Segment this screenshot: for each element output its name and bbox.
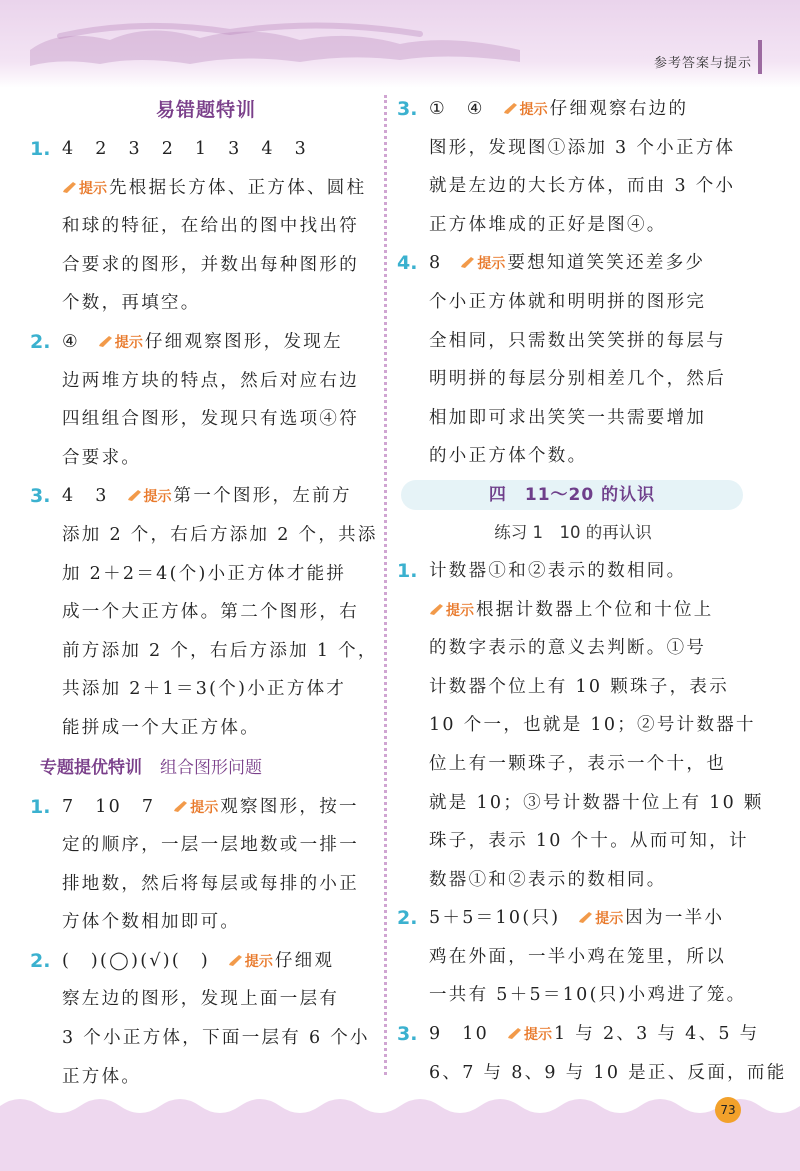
- section-title-easy-mistakes: 易错题特训: [155, 99, 256, 121]
- answer-line: [30, 788, 382, 827]
- hint-label: 提示: [523, 1027, 552, 1044]
- column-divider: [384, 95, 387, 1075]
- hint-label: 提示: [143, 489, 172, 506]
- hint-line: [30, 169, 382, 208]
- hint-tag: [127, 478, 172, 517]
- page-number-badge: 73: [715, 1097, 741, 1123]
- text-line: 3 个小正方体，下面一层有 6 个小: [62, 1028, 370, 1049]
- answer-text: ( )(◯)(√)( ): [62, 950, 210, 971]
- hint-text: 仔细观察右边的: [549, 99, 689, 119]
- left-column: [30, 90, 382, 1096]
- pencil-hint-icon: [228, 954, 243, 967]
- hint-tag: [98, 324, 143, 363]
- text-line: 全相同，只需数出笑笑拼的每层与: [429, 330, 726, 351]
- hint-text: 1 与 2、3 与 4、5 与: [553, 1024, 760, 1045]
- text-line: 计数器个位上有 10 颗珠子，表示: [429, 676, 729, 697]
- answer-text: ④: [62, 331, 80, 352]
- hint-line: [397, 591, 749, 630]
- item-number: 4.: [397, 252, 418, 275]
- item-number: 2.: [30, 949, 51, 972]
- answer-line: [30, 323, 382, 362]
- text-line: 共添加 2＋1＝3(个)小正方体才: [62, 679, 347, 700]
- hint-label: 提示: [114, 334, 143, 351]
- answer-text: 4 2 3 2 1 3 4 3: [62, 139, 309, 159]
- text-line: 边两堆方块的特点，然后对应右边: [62, 370, 359, 391]
- hint-label: 提示: [477, 256, 506, 273]
- text-line: 正方体。: [62, 1066, 142, 1087]
- header-mark-icon: [756, 40, 766, 74]
- header-band: [0, 0, 800, 88]
- text-line: 个数，再填空。: [62, 293, 201, 314]
- answer-text: 9 10: [429, 1024, 490, 1045]
- text-line: 10 个一，也就是 10；②号计数器十: [429, 715, 756, 736]
- hint-label: 提示: [244, 953, 273, 970]
- text-line: 数器①和②表示的数相同。: [429, 869, 667, 890]
- hint-text: 观察图形，按一: [220, 796, 359, 817]
- hint-text: 仔细观: [274, 950, 335, 971]
- text-line: 鸡在外面，一半小鸡在笼里，所以: [429, 946, 726, 967]
- subsection-sub: 组合图形问题: [160, 757, 262, 778]
- text-line: 就是左边的大长方体，而由 3 个小: [429, 176, 736, 197]
- answer-text: 4 3: [62, 486, 109, 507]
- text-line: 察左边的图形，发现上面一层有: [62, 989, 340, 1010]
- hint-label: 提示: [79, 180, 107, 197]
- hint-label: 提示: [190, 799, 219, 816]
- item-number: 1.: [30, 138, 51, 160]
- cloud-decoration: [0, 10, 560, 80]
- text-line: 就是 10；③号计数器十位上有 10 颗: [429, 792, 764, 813]
- text-line: 能拼成一个大正方体。: [62, 717, 260, 738]
- text-line: 的小正方体个数。: [429, 446, 588, 467]
- answer-line: [397, 90, 749, 129]
- answer-line: [30, 477, 382, 516]
- answer-text: 7 10 7: [62, 796, 156, 817]
- answer-line: [30, 130, 382, 169]
- text-line: 方体个数相加即可。: [62, 912, 241, 933]
- answer-line: [397, 244, 749, 283]
- text-line: 添加 2 个，右后方添加 2 个，共添: [62, 524, 378, 545]
- hint-text: 仔细观察图形，发现左: [144, 331, 343, 352]
- pencil-hint-icon: [98, 335, 113, 348]
- hint-tag: [460, 245, 505, 284]
- pencil-hint-icon: [507, 1027, 522, 1040]
- text-line: 一共有 5＋5＝10(只)小鸡进了笼。: [429, 985, 747, 1006]
- answer-text: 计数器①和②表示的数相同。: [429, 560, 687, 581]
- hint-text: 先根据长方体、正方体、圆柱: [109, 177, 367, 198]
- item-number: 2.: [30, 330, 51, 353]
- text-line: 合要求的图形，并数出每种图形的: [62, 254, 359, 275]
- pencil-hint-icon: [173, 800, 188, 813]
- text-line: 和球的特征，在给出的图中找出符: [62, 216, 359, 237]
- answer-text: 5＋5＝10(只): [429, 908, 561, 929]
- hint-tag: [503, 91, 548, 130]
- hint-label: 提示: [519, 102, 548, 118]
- hint-tag: [578, 900, 623, 939]
- hint-text: 要想知道笑笑还差多少: [507, 253, 706, 274]
- item-number: 2.: [397, 907, 418, 930]
- answer-line: [397, 899, 749, 938]
- text-line: 相加即可求出笑笑一共需要增加: [429, 407, 707, 428]
- text-line: 珠子，表示 10 个十。从而可知，计: [429, 831, 749, 852]
- answer-line: [397, 552, 749, 591]
- pencil-hint-icon: [127, 489, 142, 502]
- pencil-hint-icon: [62, 181, 77, 194]
- hint-text: 根据计数器上个位和十位上: [476, 599, 714, 620]
- pencil-hint-icon: [503, 102, 518, 115]
- text-line: 图形，发现图①添加 3 个小正方体: [429, 137, 736, 158]
- item-number: 3.: [30, 485, 51, 508]
- hint-label: 提示: [446, 602, 474, 619]
- text-line: 的数字表示的意义去判断。①号: [429, 638, 707, 659]
- subsection-main: 专题提优特训: [40, 757, 142, 778]
- item-number: 3.: [397, 1023, 418, 1046]
- hint-tag: [429, 592, 474, 631]
- header-section-label: 参考答案与提示: [653, 56, 752, 71]
- footer-wave-band: [0, 1084, 800, 1171]
- hint-tag: [507, 1016, 552, 1055]
- text-line: 正方体堆成的正好是图④。: [429, 214, 667, 235]
- hint-tag: [62, 170, 107, 209]
- answer-text: ① ④: [429, 99, 485, 119]
- text-line: 成一个大正方体。第二个图形，右: [62, 602, 359, 623]
- hint-tag: [228, 943, 273, 982]
- text-line: 定的顺序，一层一层地数或一排一: [62, 835, 359, 856]
- text-line: 合要求。: [62, 447, 142, 468]
- item-number: 1.: [30, 795, 51, 818]
- pencil-hint-icon: [578, 911, 593, 924]
- text-line: 前方添加 2 个，右后方添加 1 个，: [62, 640, 378, 661]
- text-line: 四组组合图形，发现只有选项④符: [62, 409, 359, 430]
- hint-tag: [173, 789, 218, 828]
- text-line: 位上有一颗珠子，表示一个十，也: [429, 753, 726, 774]
- answer-line: [30, 942, 382, 981]
- chapter-title: 四 11～20 的认识: [401, 480, 743, 510]
- hint-label: 提示: [595, 911, 624, 928]
- hint-text: 第一个图形，左前方: [173, 486, 352, 507]
- pencil-hint-icon: [429, 603, 444, 616]
- text-line: 明明拼的每层分别相差几个，然后: [429, 369, 726, 390]
- hint-text: 因为一半小: [625, 908, 725, 929]
- text-line: 个小正方体就和明明拼的图形完: [429, 291, 707, 312]
- text-line: 加 2＋2＝4(个)小正方体才能拼: [62, 563, 347, 584]
- answer-line: [397, 1015, 760, 1054]
- text-line: 6、7 与 8、9 与 10 是正、反面，而能: [429, 1062, 787, 1083]
- right-column: [397, 90, 787, 1092]
- answer-text: 8: [429, 253, 443, 274]
- item-number: 3.: [397, 98, 418, 120]
- text-line: 排地数，然后将每层或每排的小正: [62, 873, 359, 894]
- item-number: 1.: [397, 559, 418, 582]
- subsection-title: [30, 748, 382, 788]
- pencil-hint-icon: [460, 256, 475, 269]
- exercise-title: 练习 1 10 的再认识: [494, 522, 652, 542]
